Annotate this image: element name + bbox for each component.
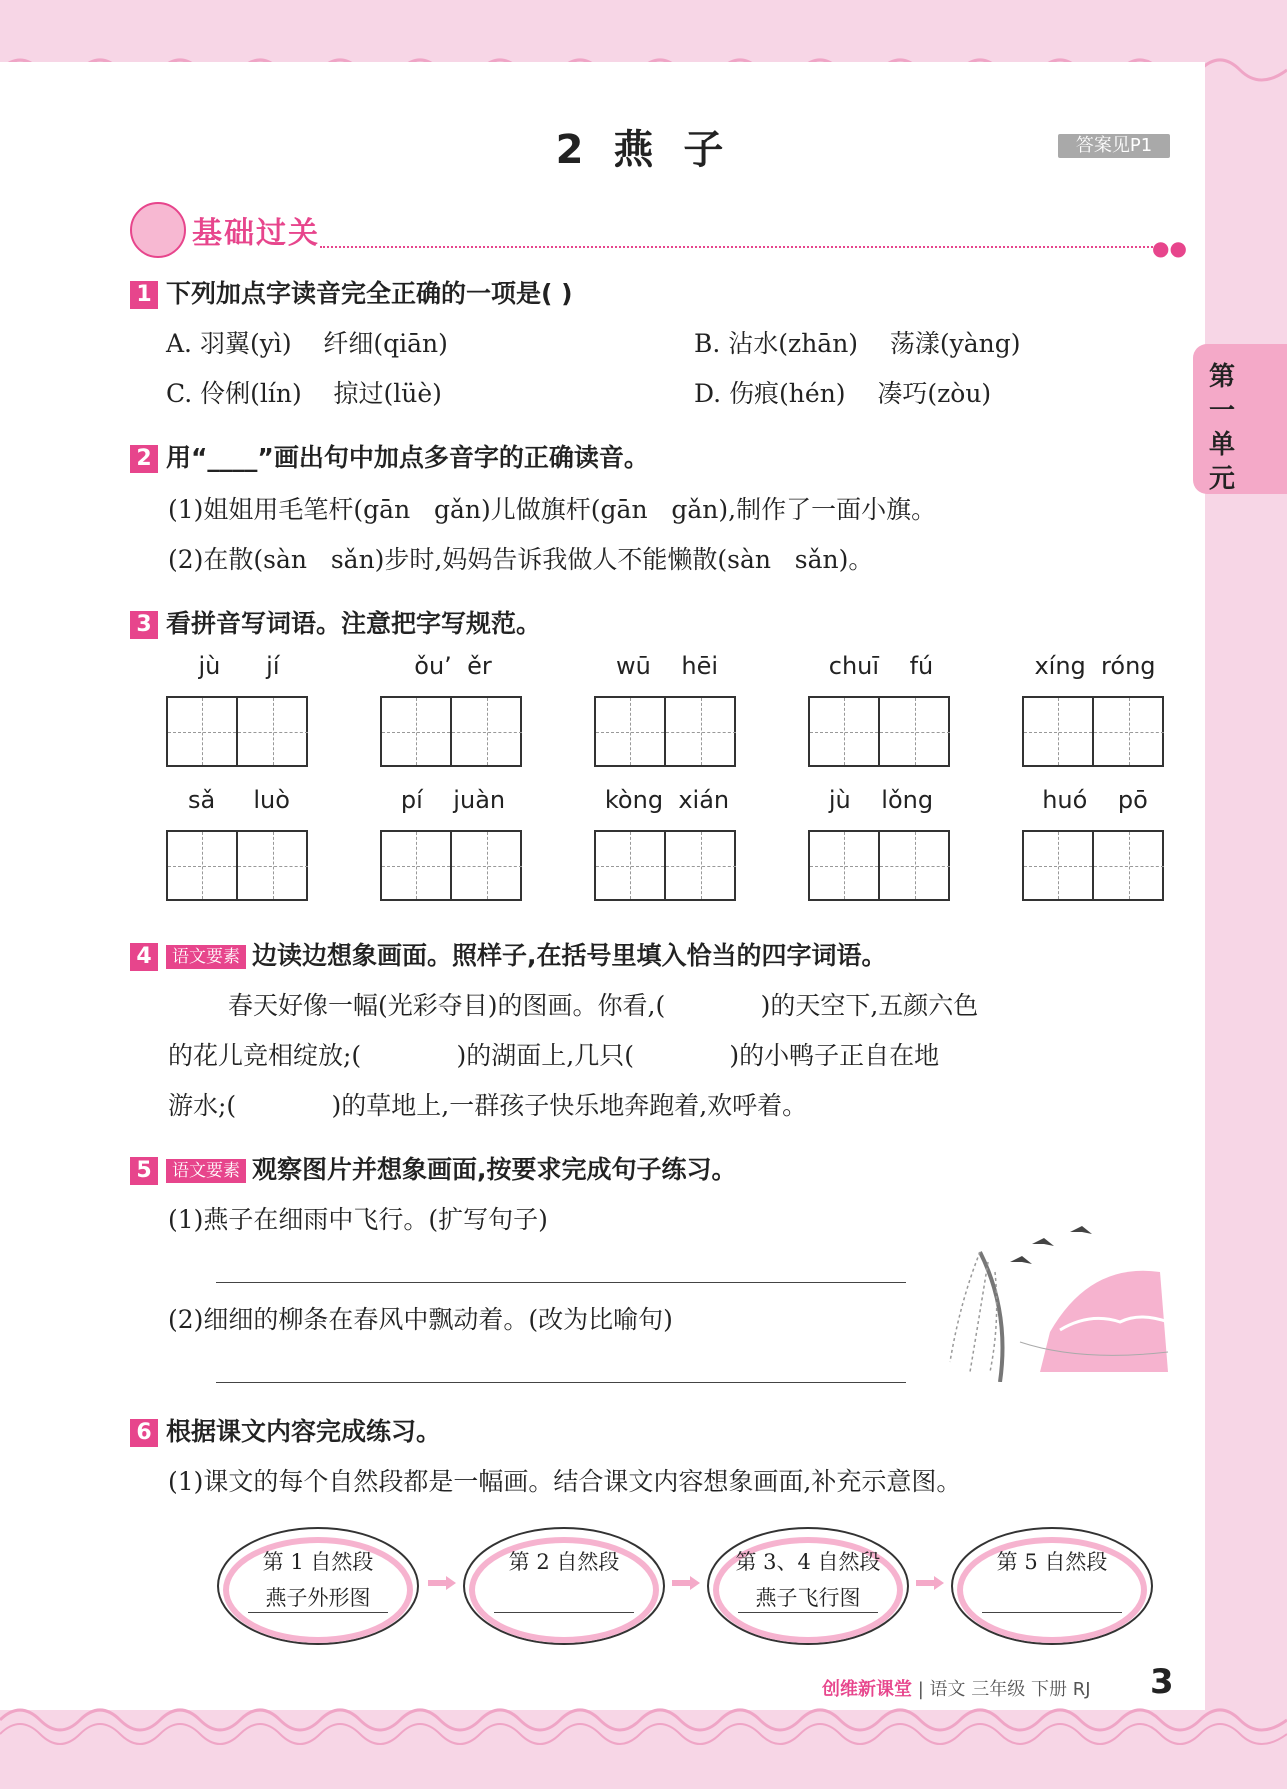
flow-box-content: 燕子外形图 xyxy=(265,1586,371,1610)
q1-option-a: A. 羽翼(yì) 纤细(qiān) xyxy=(166,329,448,358)
question-prompt: 看拼音写词语。注意把字写规范。 xyxy=(166,609,542,638)
flow-box-paragraph-5 xyxy=(946,1520,1158,1650)
pinyin-label: jù lǒng xyxy=(828,786,934,814)
answer-line[interactable] xyxy=(216,1382,906,1383)
cloud-outline xyxy=(458,1520,670,1650)
arrow-right-icon xyxy=(428,1576,456,1590)
flow-box-paragraph-2 xyxy=(458,1520,670,1650)
chinese-element-badge: 语文要素 xyxy=(166,945,246,969)
writing-grid[interactable] xyxy=(166,830,308,901)
writing-grid[interactable] xyxy=(594,830,736,901)
question-2 xyxy=(130,438,649,474)
writing-grid[interactable] xyxy=(808,696,950,767)
question-5 xyxy=(130,1150,737,1186)
q2-item-1: (1)姐姐用毛笔杆(gān gǎn)儿做旗杆(gān gǎn),制作了一面小旗。 xyxy=(168,495,937,524)
writing-grid[interactable] xyxy=(166,696,308,767)
flow-box-label: 第 5 自然段 xyxy=(996,1550,1108,1574)
q1-option-d: D. 伤痕(hén) 凑巧(zòu) xyxy=(694,379,992,408)
q4-passage-line-1: 春天好像一幅(光彩夺目)的图画。你看,( )的天空下,五颜六色 xyxy=(228,991,979,1020)
q2-item-2: (2)在散(sàn sǎn)步时,妈妈告诉我做人不能懒散(sàn sǎn)。 xyxy=(168,545,874,574)
writing-grid[interactable] xyxy=(594,696,736,767)
pinyin-label: pí juàn xyxy=(400,786,506,814)
q1-option-c: C. 伶俐(lín) 掠过(lüè) xyxy=(166,379,442,408)
flow-box-content: 燕子飞行图 xyxy=(755,1586,861,1610)
question-number: 3 xyxy=(130,611,158,639)
flow-box-paragraph-3-4 xyxy=(702,1520,914,1650)
pinyin-label: huó pō xyxy=(1042,786,1148,814)
dots-decoration-icon: ●● xyxy=(1152,236,1187,260)
question-6 xyxy=(130,1412,441,1448)
writing-grid[interactable] xyxy=(380,830,522,901)
question-1 xyxy=(130,274,573,310)
pinyin-label: kòng xián xyxy=(604,786,730,814)
question-prompt: 下列加点字读音完全正确的一项是( ) xyxy=(166,279,573,308)
footer-separator: | xyxy=(917,1679,924,1700)
writing-grid[interactable] xyxy=(1022,696,1164,767)
pinyin-label: ǒu’ ěr xyxy=(414,652,492,680)
willow-swallow-illustration xyxy=(940,1222,1170,1382)
q4-passage-line-2: 的花儿竞相绽放;( )的湖面上,几只( )的小鸭子正自在地 xyxy=(168,1041,940,1070)
q6-item-1: (1)课文的每个自然段都是一幅画。结合课文内容想象画面,补充示意图。 xyxy=(168,1467,962,1496)
question-4 xyxy=(130,936,887,972)
footer-book-info: 语文 三年级 下册 RJ xyxy=(929,1679,1091,1700)
q5-item-1: (1)燕子在细雨中飞行。(扩写句子) xyxy=(168,1205,548,1234)
arrow-right-icon xyxy=(672,1576,700,1590)
question-number: 4 xyxy=(130,943,158,971)
page-number: 3 xyxy=(1150,1662,1174,1702)
flow-box-label: 第 1 自然段 xyxy=(262,1550,374,1574)
flow-box-underline[interactable] xyxy=(494,1612,634,1613)
question-3 xyxy=(130,604,541,640)
answer-line[interactable] xyxy=(216,1282,906,1283)
flow-box-label: 第 2 自然段 xyxy=(508,1550,620,1574)
section-header xyxy=(130,202,1187,260)
q1-option-b: B. 沾水(zhān) 荡漾(yàng) xyxy=(694,329,1021,358)
writing-grid[interactable] xyxy=(808,830,950,901)
chinese-element-badge: 语文要素 xyxy=(166,1159,246,1183)
unit-side-tab-label: 第一单元 xyxy=(1208,362,1235,494)
bottom-wave-border xyxy=(0,1690,1287,1750)
pinyin-label: chuī fú xyxy=(828,652,934,680)
flow-box-underline xyxy=(248,1612,388,1613)
writing-grid[interactable] xyxy=(380,696,522,767)
question-number: 6 xyxy=(130,1419,158,1447)
question-number: 2 xyxy=(130,445,158,473)
section-divider xyxy=(320,246,1160,248)
flow-box-paragraph-1 xyxy=(212,1520,424,1650)
question-number: 1 xyxy=(130,281,158,309)
footer-brand: 创维新课堂 xyxy=(822,1679,912,1700)
question-prompt: 观察图片并想象画面,按要求完成句子练习。 xyxy=(252,1155,737,1184)
q4-passage-line-3: 游水;( )的草地上,一群孩子快乐地奔跑着,欢呼着。 xyxy=(168,1091,808,1120)
question-number: 5 xyxy=(130,1157,158,1185)
flow-box-underline[interactable] xyxy=(982,1612,1122,1613)
q5-item-2: (2)细细的柳条在春风中飘动着。(改为比喻句) xyxy=(168,1305,673,1334)
question-prompt: 用“____”画出句中加点多音字的正确读音。 xyxy=(166,443,649,472)
pinyin-label: sǎ luò xyxy=(188,786,290,814)
pinyin-label: xíng róng xyxy=(1034,652,1156,680)
writing-grid[interactable] xyxy=(1022,830,1164,901)
flow-box-label: 第 3、4 自然段 xyxy=(735,1550,881,1574)
question-prompt: 根据课文内容完成练习。 xyxy=(166,1417,442,1446)
flow-box-underline xyxy=(738,1612,878,1613)
answer-reference-badge: 答案见P1 xyxy=(1058,134,1170,158)
arrow-right-icon xyxy=(916,1576,944,1590)
girl-avatar-icon xyxy=(130,202,186,258)
cloud-outline xyxy=(946,1520,1158,1650)
lesson-title: 2 燕 子 xyxy=(555,127,732,173)
pinyin-label: wū hēi xyxy=(616,652,718,680)
pinyin-label: jù jí xyxy=(198,652,280,680)
page-footer xyxy=(822,1675,1091,1701)
question-prompt: 边读边想象画面。照样子,在括号里填入恰当的四字词语。 xyxy=(252,941,887,970)
section-title: 基础过关 xyxy=(192,216,320,251)
